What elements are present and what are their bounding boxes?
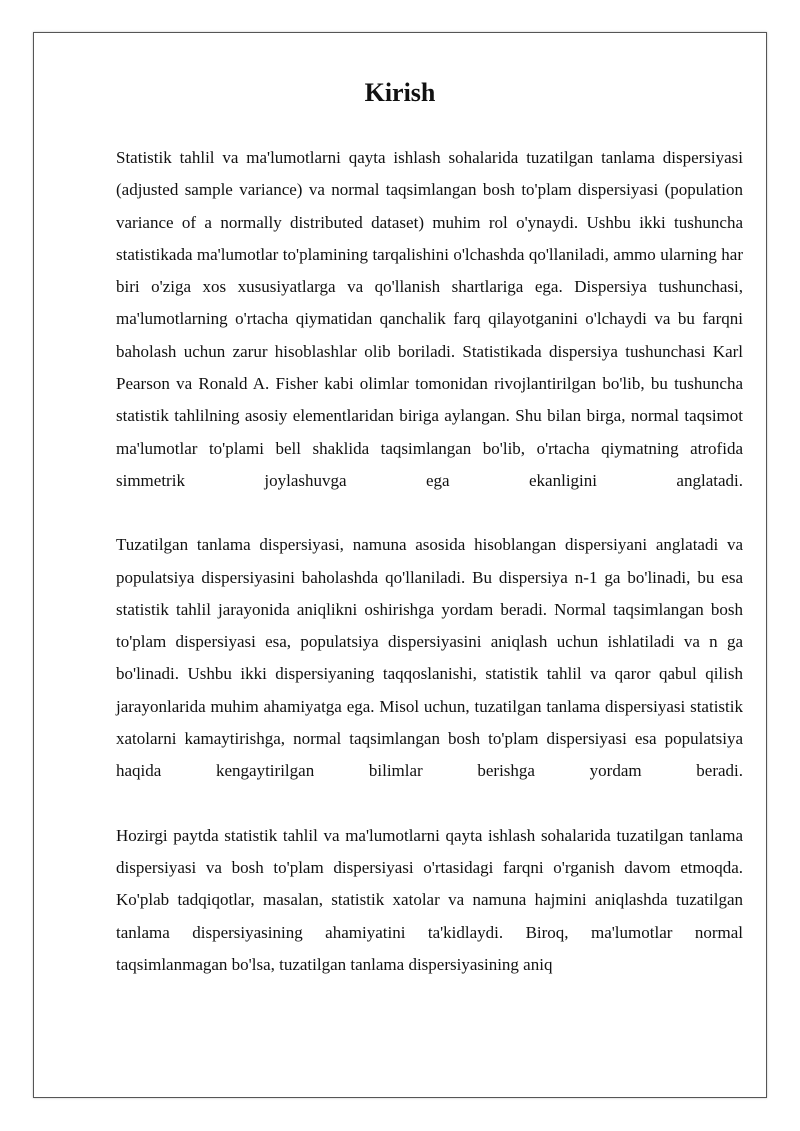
- body-text: [116, 142, 743, 981]
- paragraph-2: Tuzatilgan tanlama dispersiyasi, namuna asosida hisoblangan dispersiyani anglatadi va populatsiya dispersiyasini baholashda qo'llaniladi. Bu dispersiya n-1 ga bo'linadi, bu esa statistik tahlil jarayonida aniqlikni oshirishga yordam beradi. Normal taqsimlangan bosh to'plam dispersiyasi esa, populatsiya dispersiyasini aniqlash uchun ishlatiladi va n ga bo'linadi. Ushbu ikki dispersiyaning taqqoslanishi, statistik tahlil va qaror qabul qilish jarayonlarida muhim ahamiyatga ega. Misol uchun, tuzatilgan tanlama dispersiyasi statistik xatolarni kamaytirishga, normal taqsimlangan bosh to'plam dispersiyasi esa populatsiya haqida kengaytirilgan bilimlar berishga yordam beradi.: [116, 535, 743, 781]
- document-page: [33, 32, 767, 1098]
- page-title: Kirish: [364, 78, 436, 107]
- paragraph-1: Statistik tahlil va ma'lumotlarni qayta ishlash sohalarida tuzatilgan tanlama dispersiyasi (adjusted sample variance) va normal taqsimlangan bosh to'plam dispersiyasi (population variance of a normally distributed dataset) muhim rol o'ynaydi. Ushbu ikki tushuncha statistikada ma'lumotlar to'plamining tarqalishini o'lchashda qo'llaniladi, ammo ularning har biri o'ziga xos xususiyatlarga va qo'llanish shartlariga ega. Dispersiya tushunchasi, ma'lumotlarning o'rtacha qiymatidan qanchalik farq qilayotganini o'lchaydi va bu farqni baholash uchun zarur hisoblashlar olib boriladi. Statistikada dispersiya tushunchasi Karl Pearson va Ronald A. Fisher kabi olimlar tomonidan rivojlantirilgan bo'lib, bu tushuncha statistik tahlilning asosiy elementlaridan biriga aylangan. Shu bilan birga, normal taqsimot ma'lumotlar to'plami bell shaklida taqsimlangan bo'lib, o'rtacha qiymatning atrofida simmetrik joylashuvga ega ekanligini anglatadi.: [116, 148, 743, 490]
- paragraph-3: Hozirgi paytda statistik tahlil va ma'lumotlarni qayta ishlash sohalarida tuzatilgan tanlama dispersiyasi va bosh to'plam dispersiyasi o'rtasidagi farqni o'rganish davom etmoqda. Ko'plab tadqiqotlar, masalan, statistik xatolar va namuna hajmini aniqlashda tuzatilgan tanlama dispersiyasining ahamiyatini ta'kidlaydi. Biroq, ma'lumotlar normal taqsimlanmagan bo'lsa, tuzatilgan tanlama dispersiyasining aniq: [116, 825, 743, 974]
